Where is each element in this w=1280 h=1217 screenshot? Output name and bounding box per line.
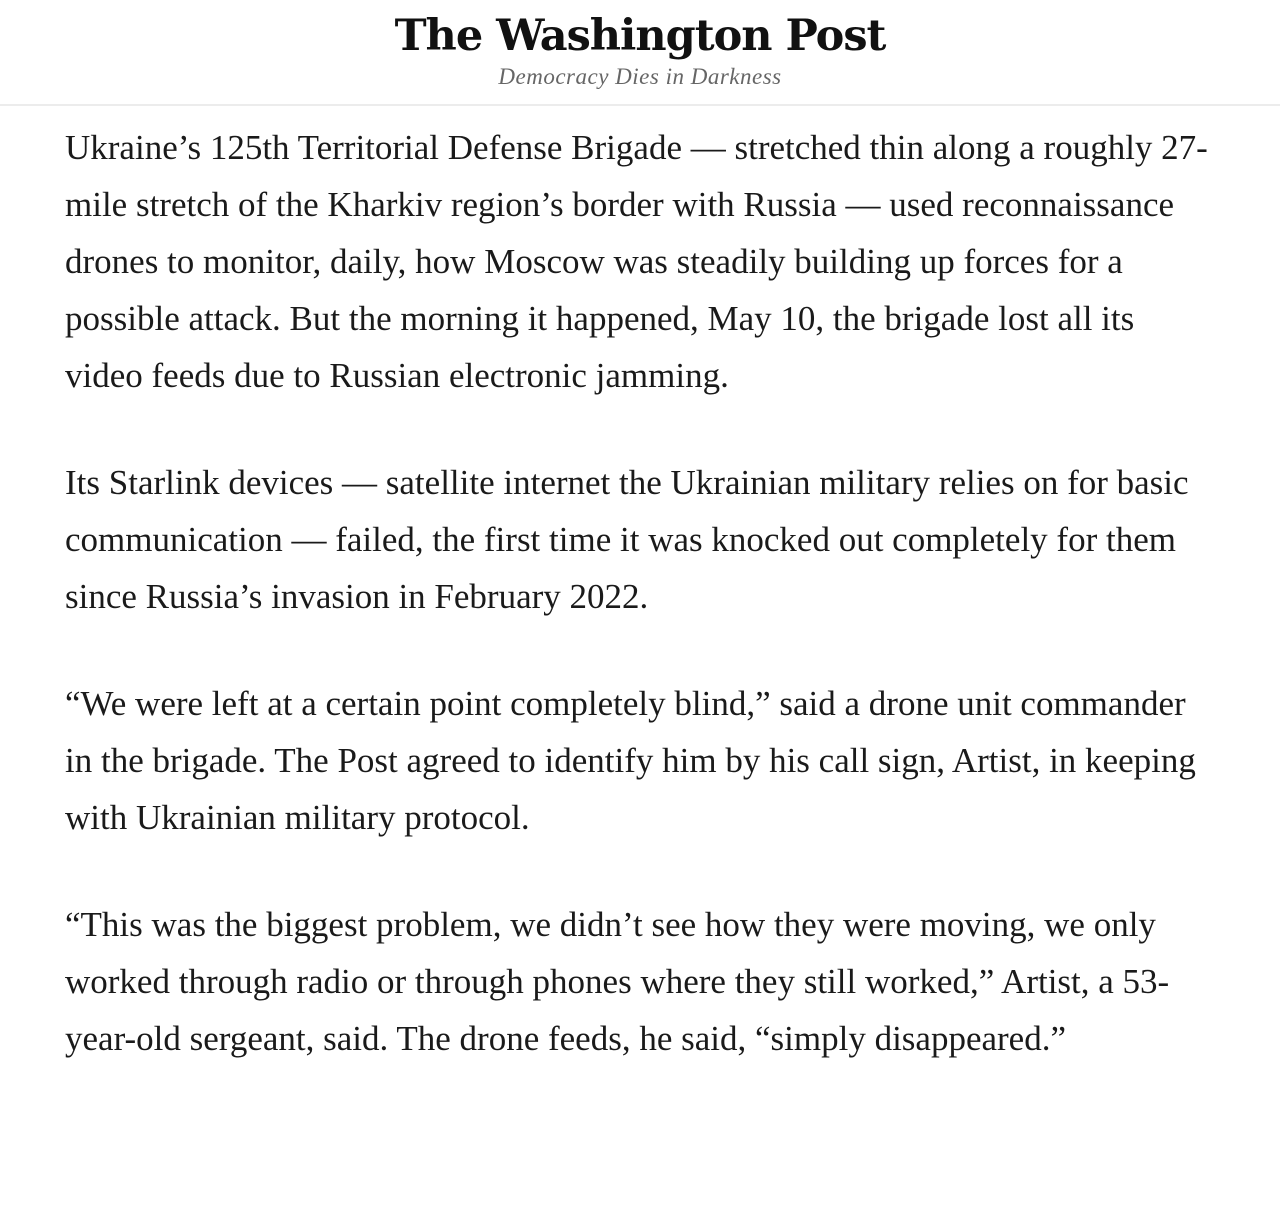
article-paragraph: Ukraine’s 125th Territorial Defense Brigade — stretched thin along a roughly 27-mile stretch of the Kharkiv region’s border with Russia — used reconnaissance drones to monitor, daily, how Moscow was steadily building up forces for a possible attack. But the morning it happened, May 10, the brigade lost all its video feeds due to Russian electronic jamming. bbox=[65, 128, 1208, 395]
washington-post-logo[interactable]: The Washington Post bbox=[394, 11, 886, 61]
article-body bbox=[0, 106, 1280, 1107]
site-header bbox=[0, 0, 1280, 104]
masthead-tagline: Democracy Dies in Darkness bbox=[498, 64, 782, 89]
article-paragraph: “We were left at a certain point completely blind,” said a drone unit commander in the brigade. The Post agreed to identify him by his call sign, Artist, in keeping with Ukrainian military protocol. bbox=[65, 684, 1196, 837]
article-paragraph: Its Starlink devices — satellite internet the Ukrainian military relies on for basic communication — failed, the first time it was knocked out completely for them since Russia’s invasion in February 2022. bbox=[65, 463, 1189, 616]
article-paragraph: “This was the biggest problem, we didn’t see how they were moving, we only worked through radio or through phones where they still worked,” Artist, a 53-year-old sergeant, said. The drone feeds, he said, “simply disappeared.” bbox=[65, 905, 1170, 1058]
